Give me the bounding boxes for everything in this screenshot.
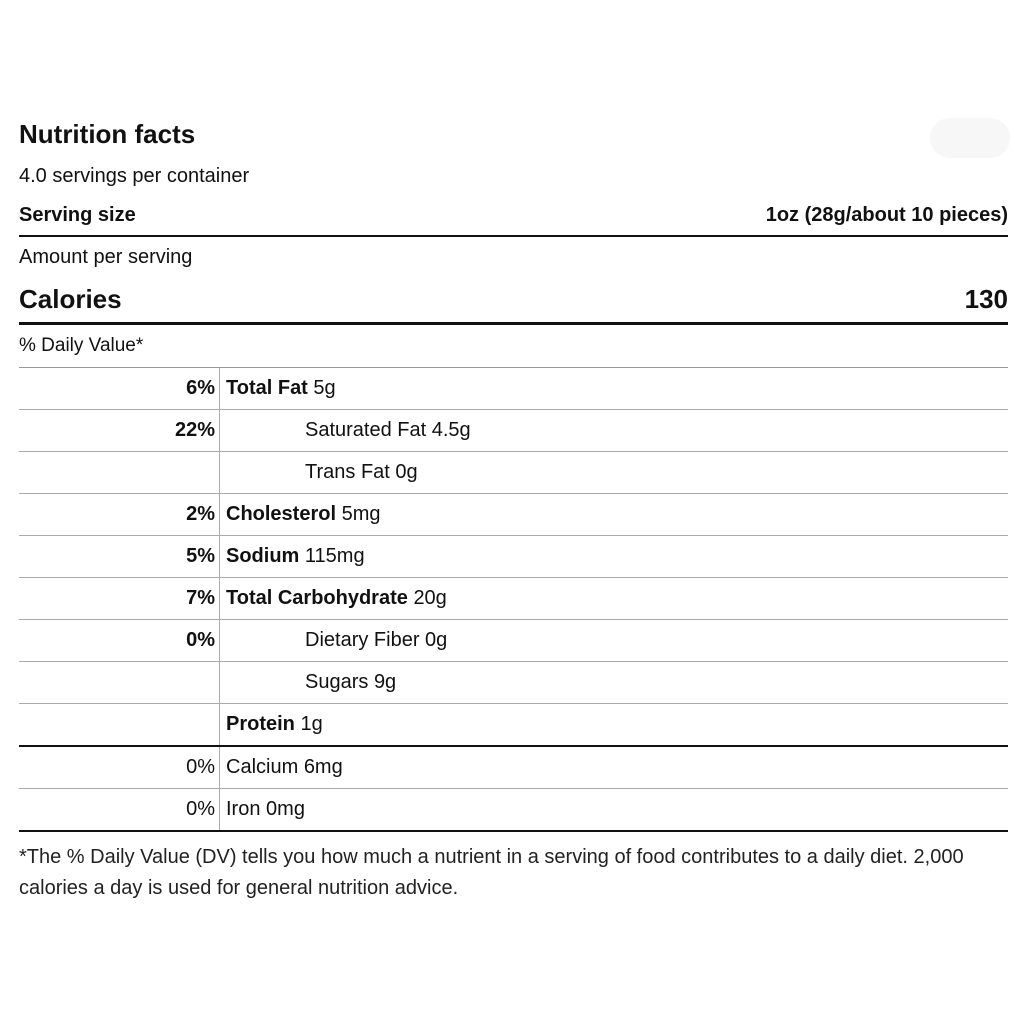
servings-per-container: 4.0 servings per container <box>19 165 250 187</box>
serving-size-label: Serving size <box>19 204 136 226</box>
nutrient-row-saturated-fat <box>19 410 1008 452</box>
nutrient-amount: 4.5g <box>431 419 471 441</box>
nutrient-row-cholesterol <box>19 494 1008 536</box>
nutrient-pct: 0% <box>19 620 220 662</box>
nutrient-amount: 5mg <box>341 503 381 525</box>
nutrient-pct: 5% <box>19 536 220 578</box>
nutrition-facts-panel <box>19 112 1008 904</box>
mineral-pct: 0% <box>19 746 220 789</box>
calories-row <box>19 277 1008 325</box>
nutrient-pct: 22% <box>19 410 220 452</box>
nutrient-label: Trans Fat <box>305 461 390 483</box>
mineral-amount: 0mg <box>266 798 305 820</box>
nutrient-name <box>220 452 1009 494</box>
nutrient-pct <box>19 704 220 747</box>
nutrient-amount: 115mg <box>304 545 365 567</box>
nutrient-label: Protein <box>226 713 295 735</box>
mineral-name <box>220 789 1009 832</box>
nutrient-label: Cholesterol <box>226 503 337 525</box>
daily-value-header: % Daily Value* <box>19 325 1008 368</box>
nutrient-row-trans-fat <box>19 452 1008 494</box>
nutrient-pct: 2% <box>19 494 220 536</box>
nutrient-name <box>220 704 1009 747</box>
nutrient-label: Sodium <box>226 545 300 567</box>
nutrient-amount: 5g <box>313 377 336 399</box>
amount-per-serving: Amount per serving <box>19 246 193 268</box>
panel-title: Nutrition facts <box>19 119 196 149</box>
mineral-label: Calcium <box>226 756 299 778</box>
mineral-row-iron <box>19 789 1008 832</box>
serving-size-row <box>19 195 1008 237</box>
nutrient-row-sodium <box>19 536 1008 578</box>
nutrient-label: Total Carbohydrate <box>226 587 408 609</box>
nutrient-amount: 20g <box>413 587 447 609</box>
nutrient-row-sugars <box>19 662 1008 704</box>
nutrient-row-protein <box>19 704 1008 747</box>
nutrient-amount: 1g <box>300 713 323 735</box>
nutrient-name <box>220 410 1009 452</box>
nutrient-table <box>19 368 1008 832</box>
mineral-label: Iron <box>226 798 261 820</box>
serving-size-value: 1oz (28g/about 10 pieces) <box>765 204 1008 226</box>
mineral-amount: 6mg <box>303 756 343 778</box>
calories-value: 130 <box>964 284 1008 314</box>
nutrient-name <box>220 578 1009 620</box>
nutrient-name <box>220 368 1009 410</box>
nutrient-row-total-carbohydrate <box>19 578 1008 620</box>
nutrient-name <box>220 620 1009 662</box>
nutrient-label: Saturated Fat <box>305 419 427 441</box>
nutrient-pct: 7% <box>19 578 220 620</box>
nutrient-row-dietary-fiber <box>19 620 1008 662</box>
nutrient-name <box>220 662 1009 704</box>
nutrient-label: Dietary Fiber <box>305 629 420 651</box>
nutrient-amount: 0g <box>425 629 448 651</box>
nutrient-name <box>220 494 1009 536</box>
calories-label: Calories <box>19 284 122 314</box>
nutrient-pct <box>19 662 220 704</box>
mineral-row-calcium <box>19 746 1008 789</box>
nutrient-pct <box>19 452 220 494</box>
nutrient-label: Total Fat <box>226 377 308 399</box>
nutrient-amount: 0g <box>395 461 418 483</box>
nutrient-amount: 9g <box>373 671 397 693</box>
nutrient-label: Sugars <box>305 671 369 693</box>
mineral-pct: 0% <box>19 789 220 832</box>
nutrient-row-total-fat <box>19 368 1008 410</box>
mineral-name <box>220 746 1009 789</box>
nutrient-pct: 6% <box>19 368 220 410</box>
nutrient-name <box>220 536 1009 578</box>
daily-value-footnote: *The % Daily Value (DV) tells you how much a nutrient in a serving of food contributes to a daily diet. 2,000 calories a day is used for general nutrition advice. <box>19 846 964 899</box>
